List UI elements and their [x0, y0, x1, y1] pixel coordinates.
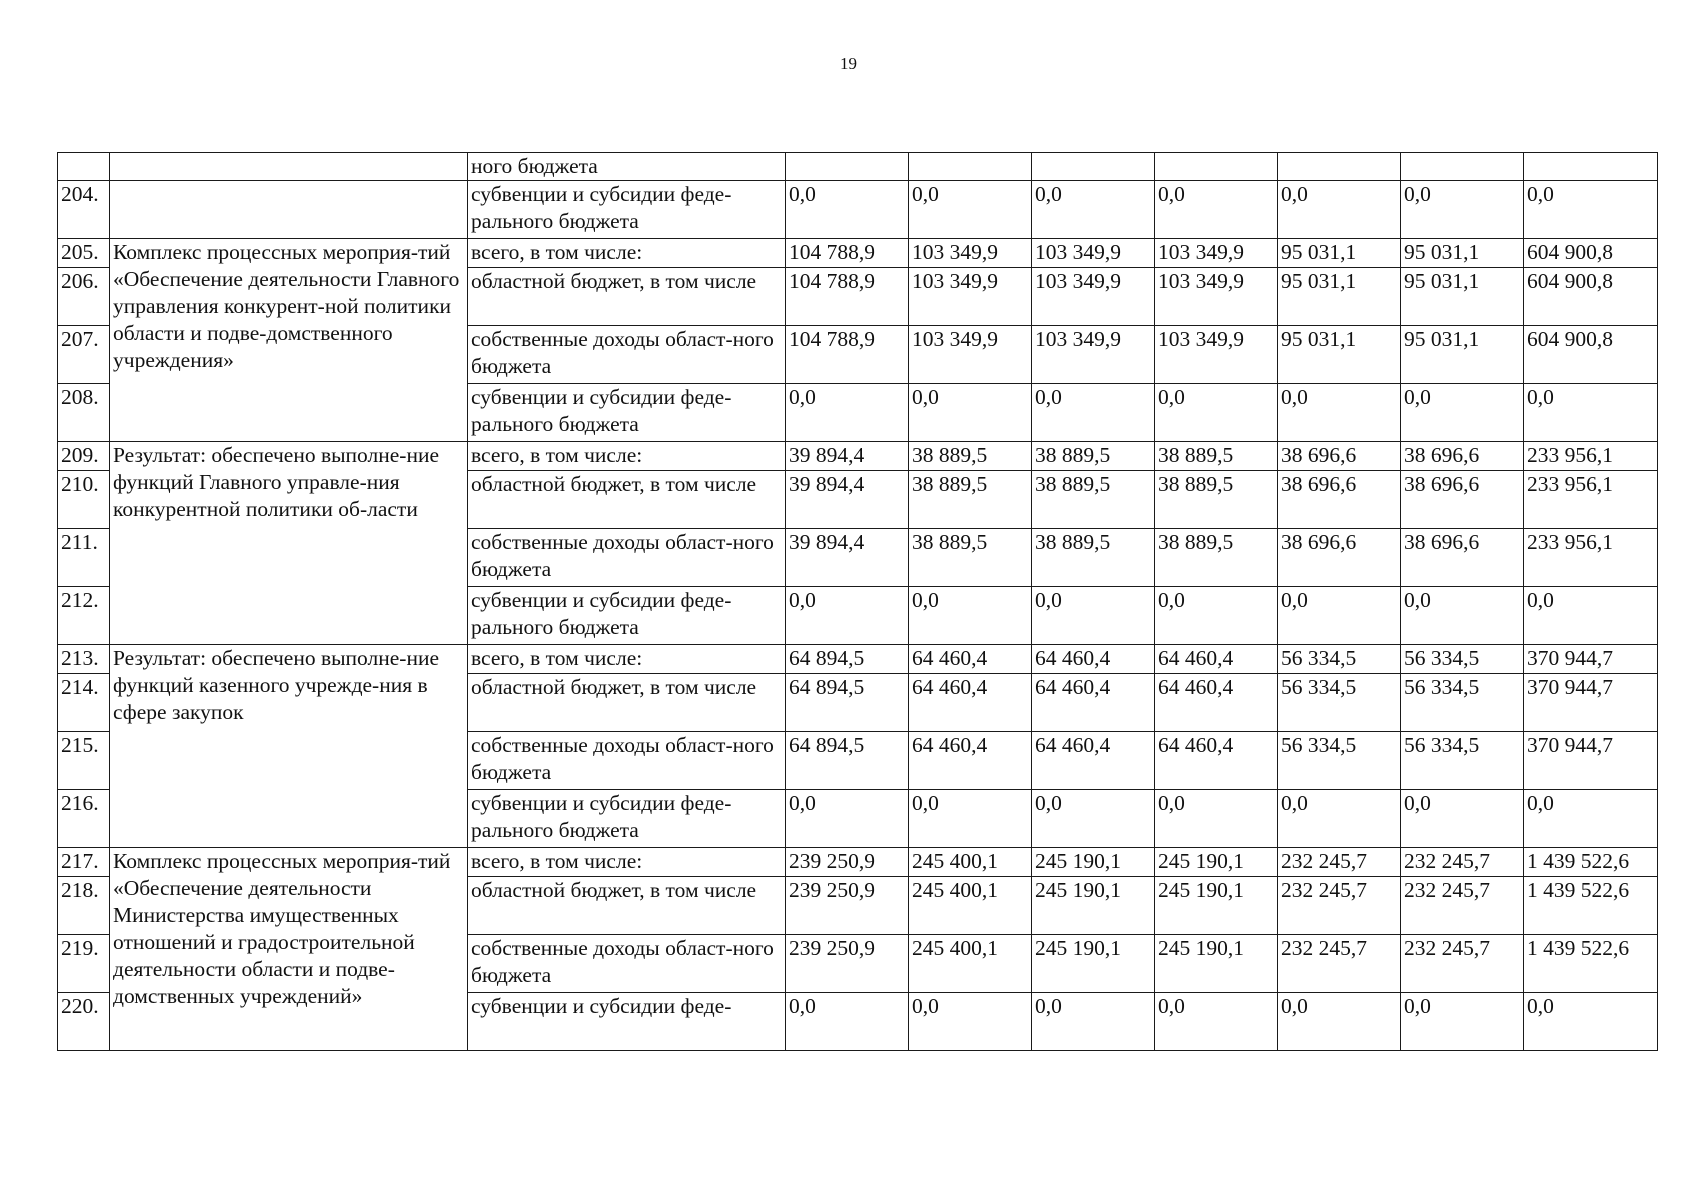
value-cell: 0,0	[909, 587, 1032, 645]
value-cell: 0,0	[1155, 384, 1278, 442]
funding-source-cell: субвенции и субсидии феде-	[468, 993, 786, 1051]
value-cell: 64 460,4	[1155, 732, 1278, 790]
value-cell: 56 334,5	[1278, 674, 1401, 732]
value-cell: 56 334,5	[1278, 645, 1401, 674]
value-cell: 245 400,1	[909, 877, 1032, 935]
value-cell: 38 889,5	[1032, 529, 1155, 587]
value-cell: 1 439 522,6	[1524, 877, 1658, 935]
row-number-cell: 217.	[58, 848, 110, 877]
value-cell: 0,0	[909, 181, 1032, 239]
funding-source-cell: субвенции и субсидии феде-рального бюджета	[468, 587, 786, 645]
row-number-cell: 219.	[58, 935, 110, 993]
value-cell: 38 889,5	[1032, 442, 1155, 471]
value-cell: 95 031,1	[1401, 326, 1524, 384]
funding-source-cell: областной бюджет, в том числе	[468, 674, 786, 732]
table-row	[58, 442, 1658, 471]
value-cell: 39 894,4	[786, 529, 909, 587]
row-number-cell: 207.	[58, 326, 110, 384]
value-cell: 370 944,7	[1524, 645, 1658, 674]
value-cell: 0,0	[1524, 181, 1658, 239]
row-number-cell	[58, 153, 110, 181]
value-cell: 103 349,9	[909, 268, 1032, 326]
value-cell: 64 460,4	[909, 645, 1032, 674]
value-cell: 0,0	[1032, 790, 1155, 848]
funding-source-cell: субвенции и субсидии феде-рального бюджета	[468, 790, 786, 848]
funding-source-cell: всего, в том числе:	[468, 442, 786, 471]
value-cell: 245 190,1	[1155, 935, 1278, 993]
value-cell: 239 250,9	[786, 877, 909, 935]
value-cell: 64 460,4	[1032, 674, 1155, 732]
value-cell: 38 696,6	[1401, 442, 1524, 471]
value-cell: 0,0	[1278, 384, 1401, 442]
value-cell: 38 889,5	[1155, 529, 1278, 587]
page-number: 19	[840, 54, 857, 73]
value-cell: 38 889,5	[1032, 471, 1155, 529]
value-cell: 0,0	[1524, 587, 1658, 645]
value-cell: 95 031,1	[1401, 268, 1524, 326]
value-cell: 0,0	[1401, 384, 1524, 442]
value-cell: 0,0	[1155, 587, 1278, 645]
value-cell: 0,0	[1155, 181, 1278, 239]
value-cell: 370 944,7	[1524, 732, 1658, 790]
value-cell: 56 334,5	[1401, 674, 1524, 732]
row-number-cell: 211.	[58, 529, 110, 587]
value-cell: 64 894,5	[786, 645, 909, 674]
value-cell: 95 031,1	[1278, 268, 1401, 326]
value-cell: 64 460,4	[1155, 645, 1278, 674]
funding-source-cell: субвенции и субсидии феде-рального бюджета	[468, 384, 786, 442]
value-cell: 0,0	[1278, 181, 1401, 239]
value-cell: 38 889,5	[1155, 442, 1278, 471]
description-cell	[110, 153, 468, 181]
row-number-cell: 212.	[58, 587, 110, 645]
value-cell: 103 349,9	[1155, 326, 1278, 384]
value-cell	[1278, 153, 1401, 181]
value-cell: 245 190,1	[1155, 848, 1278, 877]
value-cell: 239 250,9	[786, 848, 909, 877]
row-number-cell: 218.	[58, 877, 110, 935]
value-cell: 95 031,1	[1278, 326, 1401, 384]
value-cell: 233 956,1	[1524, 471, 1658, 529]
funding-source-cell: собственные доходы област-ного бюджета	[468, 732, 786, 790]
value-cell: 0,0	[1155, 790, 1278, 848]
value-cell: 0,0	[1032, 993, 1155, 1051]
value-cell: 103 349,9	[1032, 239, 1155, 268]
value-cell: 38 889,5	[1155, 471, 1278, 529]
value-cell: 38 889,5	[909, 529, 1032, 587]
value-cell: 0,0	[1278, 790, 1401, 848]
value-cell: 245 190,1	[1032, 935, 1155, 993]
value-cell: 104 788,9	[786, 326, 909, 384]
value-cell	[786, 153, 909, 181]
value-cell: 103 349,9	[1032, 326, 1155, 384]
value-cell: 239 250,9	[786, 935, 909, 993]
value-cell: 64 894,5	[786, 732, 909, 790]
funding-source-cell: субвенции и субсидии феде-рального бюджета	[468, 181, 786, 239]
description-cell: Комплекс процессных мероприя-тий «Обеспечение деятельности Министерства имущественных отношений и градостроительной деятельности области и подве-домственных учреждений»	[110, 848, 468, 1051]
value-cell: 38 889,5	[909, 471, 1032, 529]
budget-table	[57, 152, 1658, 1051]
value-cell: 232 245,7	[1278, 877, 1401, 935]
value-cell: 103 349,9	[1155, 268, 1278, 326]
value-cell: 0,0	[786, 993, 909, 1051]
value-cell: 38 696,6	[1401, 471, 1524, 529]
funding-source-cell: собственные доходы област-ного бюджета	[468, 326, 786, 384]
row-number-cell: 215.	[58, 732, 110, 790]
value-cell: 0,0	[909, 993, 1032, 1051]
value-cell	[1401, 153, 1524, 181]
value-cell: 0,0	[1524, 384, 1658, 442]
value-cell: 0,0	[786, 790, 909, 848]
value-cell: 245 190,1	[1155, 877, 1278, 935]
funding-source-cell: собственные доходы област-ного бюджета	[468, 935, 786, 993]
row-number-cell: 209.	[58, 442, 110, 471]
description-cell: Результат: обеспечено выполне-ние функций Главного управле-ния конкурентной политики об-ласти	[110, 442, 468, 645]
description-cell: Комплекс процессных мероприя-тий «Обеспечение деятельности Главного управления конкурент-ной политики области и подве-домственного учреждения»	[110, 239, 468, 442]
value-cell: 232 245,7	[1401, 848, 1524, 877]
value-cell: 604 900,8	[1524, 268, 1658, 326]
table-row	[58, 181, 1658, 239]
value-cell: 0,0	[1278, 993, 1401, 1051]
value-cell: 0,0	[909, 384, 1032, 442]
value-cell: 103 349,9	[909, 326, 1032, 384]
row-number-cell: 210.	[58, 471, 110, 529]
value-cell: 64 460,4	[1032, 645, 1155, 674]
value-cell: 245 400,1	[909, 848, 1032, 877]
value-cell: 0,0	[786, 587, 909, 645]
value-cell: 64 460,4	[909, 732, 1032, 790]
value-cell: 0,0	[1155, 993, 1278, 1051]
value-cell: 104 788,9	[786, 268, 909, 326]
value-cell: 38 889,5	[909, 442, 1032, 471]
value-cell: 232 245,7	[1278, 848, 1401, 877]
value-cell: 38 696,6	[1278, 529, 1401, 587]
value-cell: 232 245,7	[1401, 877, 1524, 935]
value-cell: 0,0	[786, 384, 909, 442]
value-cell: 38 696,6	[1278, 442, 1401, 471]
value-cell: 1 439 522,6	[1524, 935, 1658, 993]
value-cell: 0,0	[1524, 790, 1658, 848]
row-number-cell: 216.	[58, 790, 110, 848]
value-cell: 233 956,1	[1524, 442, 1658, 471]
value-cell: 103 349,9	[909, 239, 1032, 268]
description-cell	[110, 181, 468, 239]
value-cell: 0,0	[1401, 587, 1524, 645]
value-cell: 370 944,7	[1524, 674, 1658, 732]
value-cell	[1032, 153, 1155, 181]
row-number-cell: 220.	[58, 993, 110, 1051]
value-cell: 245 400,1	[909, 935, 1032, 993]
value-cell: 0,0	[1278, 587, 1401, 645]
funding-source-cell: всего, в том числе:	[468, 645, 786, 674]
funding-source-cell: областной бюджет, в том числе	[468, 268, 786, 326]
value-cell: 0,0	[909, 790, 1032, 848]
value-cell: 95 031,1	[1278, 239, 1401, 268]
value-cell: 38 696,6	[1278, 471, 1401, 529]
table-row	[58, 153, 1658, 181]
description-cell: Результат: обеспечено выполне-ние функций казенного учрежде-ния в сфере закупок	[110, 645, 468, 848]
value-cell: 245 190,1	[1032, 848, 1155, 877]
value-cell: 0,0	[1032, 181, 1155, 239]
row-number-cell: 206.	[58, 268, 110, 326]
value-cell: 103 349,9	[1155, 239, 1278, 268]
value-cell: 103 349,9	[1032, 268, 1155, 326]
value-cell	[1524, 153, 1658, 181]
value-cell	[909, 153, 1032, 181]
funding-source-cell: всего, в том числе:	[468, 848, 786, 877]
value-cell: 232 245,7	[1278, 935, 1401, 993]
value-cell	[1155, 153, 1278, 181]
value-cell: 245 190,1	[1032, 877, 1155, 935]
value-cell: 64 460,4	[1155, 674, 1278, 732]
value-cell: 604 900,8	[1524, 326, 1658, 384]
value-cell: 0,0	[1401, 790, 1524, 848]
value-cell: 39 894,4	[786, 471, 909, 529]
budget-table-body	[58, 153, 1658, 1051]
value-cell: 0,0	[1032, 587, 1155, 645]
value-cell: 1 439 522,6	[1524, 848, 1658, 877]
value-cell: 0,0	[786, 181, 909, 239]
value-cell: 38 696,6	[1401, 529, 1524, 587]
value-cell: 0,0	[1524, 993, 1658, 1051]
value-cell: 64 460,4	[909, 674, 1032, 732]
funding-source-cell: областной бюджет, в том числе	[468, 471, 786, 529]
value-cell: 232 245,7	[1401, 935, 1524, 993]
funding-source-cell: ного бюджета	[468, 153, 786, 181]
row-number-cell: 204.	[58, 181, 110, 239]
table-row	[58, 239, 1658, 268]
row-number-cell: 213.	[58, 645, 110, 674]
funding-source-cell: всего, в том числе:	[468, 239, 786, 268]
row-number-cell: 208.	[58, 384, 110, 442]
table-row	[58, 848, 1658, 877]
funding-source-cell: областной бюджет, в том числе	[468, 877, 786, 935]
value-cell: 39 894,4	[786, 442, 909, 471]
value-cell: 95 031,1	[1401, 239, 1524, 268]
row-number-cell: 205.	[58, 239, 110, 268]
value-cell: 0,0	[1401, 993, 1524, 1051]
value-cell: 0,0	[1401, 181, 1524, 239]
value-cell: 604 900,8	[1524, 239, 1658, 268]
row-number-cell: 214.	[58, 674, 110, 732]
value-cell: 56 334,5	[1401, 732, 1524, 790]
value-cell: 233 956,1	[1524, 529, 1658, 587]
table-row	[58, 645, 1658, 674]
value-cell: 0,0	[1032, 384, 1155, 442]
value-cell: 56 334,5	[1401, 645, 1524, 674]
value-cell: 56 334,5	[1278, 732, 1401, 790]
value-cell: 64 460,4	[1032, 732, 1155, 790]
value-cell: 104 788,9	[786, 239, 909, 268]
funding-source-cell: собственные доходы област-ного бюджета	[468, 529, 786, 587]
value-cell: 64 894,5	[786, 674, 909, 732]
